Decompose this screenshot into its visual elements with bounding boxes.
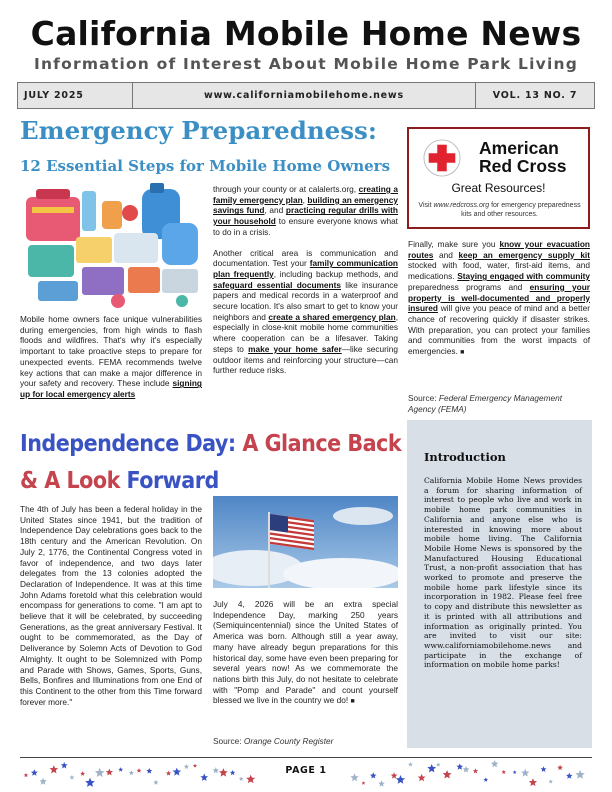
emergency-col2-text: , especially in close-knit mobile home communities where cooperation can be a lifesaver. Taking steps to: [213, 311, 398, 354]
american-flag-photo: [213, 496, 398, 588]
star-icon: [118, 767, 123, 772]
link-communication-plan[interactable]: family communication plan frequently: [213, 258, 398, 279]
emergency-col3-text: and: [439, 249, 453, 260]
independence-column-1: [20, 504, 202, 707]
emergency-source: [408, 393, 590, 415]
emergency-article-title: Emergency Preparedness:: [20, 116, 377, 145]
star-icon: [219, 768, 228, 776]
emergency-col2-text: —like securing outdoor items and reinforcing your structure—can further reduce risks.: [213, 343, 399, 376]
link-regular-drills[interactable]: practicing regular drills with your household: [213, 205, 398, 227]
emergency-col2-text: like insurance papers and medical records in a waterproof and secure location. It's also smart to get to know your neighbors and: [213, 279, 399, 322]
red-cross-name: [479, 139, 567, 175]
star-icon: [566, 773, 572, 779]
star-icon: [541, 766, 547, 772]
emergency-col3-text: stocked with food, water, first-aid items, and medications.: [408, 260, 590, 282]
star-icon: [24, 773, 29, 777]
link-family-plan[interactable]: creating a family emergency plan: [213, 184, 398, 205]
introduction-heading: Introduction: [424, 450, 506, 464]
red-cross-visit-text: [417, 201, 582, 219]
star-icon: [378, 780, 385, 786]
emergency-column-2: [213, 184, 398, 386]
star-icon: [549, 779, 553, 783]
page-number: PAGE 1: [272, 762, 340, 780]
title-part: & A Look: [20, 468, 120, 494]
link-supply-kit[interactable]: keep an emergency supply kit: [458, 249, 591, 260]
article-end-mark: ■: [350, 698, 355, 706]
emergency-column-1: [20, 314, 202, 400]
star-icon: [106, 769, 113, 776]
emergency-col2-text: through your county or at calalerts.org,: [213, 184, 357, 194]
independence-col2-text: July 4, 2026 will be an extra special Independence Day, marking 250 years (Semiquincentennial) since the United States of America was born. Although still a year away, many have already begun preparations for this historical day, some have even been preparing for several years now! As we commemorate the nations birth this July, do not hesitate to celebrate with "Pomp and Parade" and count yourself blessed we live in the country we do!: [213, 599, 398, 706]
star-icon: [70, 775, 75, 780]
red-cross-box: [407, 127, 590, 229]
independence-col1-text: The 4th of July has been a federal holiday in the United States since 1941, but the tradition of Independence Day celebrations goes back to the 18th century and the American Revolution. On July 2, 1776, the Continental Congress voted in favor of independence, and two days later delegates from the 13 colonies adopted the Declaration of Independence. It was at this time John Adams foretold what this celebration would encompass for generations to come. "I am apt to believe that it will be celebrated, by succeeding Generations, as the great anniversary Festival. It ought to be commemorated, as the Day of Deliverance by Solemn Acts of Devotion to God Almighty. It ought to be Solemnized with Pomp and Parade with Shows, Games, Sports, Guns, Bells, Bonfires and Illuminations from one End of this Continent to the other from this Time forward forever more.": [20, 504, 202, 707]
star-icon: [239, 776, 244, 780]
link-shared-emergency-plan[interactable]: create a shared emergency plan: [268, 311, 396, 322]
link-community-engagement[interactable]: Staying engaged with community: [457, 271, 590, 282]
star-icon: [39, 778, 46, 785]
star-icon: [502, 770, 506, 774]
star-icon: [408, 762, 413, 767]
issue-info-bar: [17, 82, 595, 109]
red-cross-icon: [423, 139, 461, 177]
link-home-safer[interactable]: make your home safer: [248, 343, 342, 354]
emergency-column-3: [408, 239, 590, 359]
star-icon: [391, 772, 398, 778]
emergency-col2-text: to ensure everyone knows what to do in a crisis.: [213, 216, 398, 237]
emergency-col2-text: Another critical area is communication and documentation. Test your: [213, 247, 398, 269]
title-part: Independence Day:: [20, 431, 236, 457]
star-icon: [350, 773, 358, 781]
star-icon: [137, 768, 142, 773]
independence-column-2: [213, 599, 398, 708]
red-cross-link[interactable]: www.redcross.org: [433, 202, 490, 209]
star-icon: [184, 764, 189, 769]
star-icon: [193, 764, 197, 768]
star-icon: [173, 768, 181, 776]
issue-date: JULY 2025: [18, 83, 133, 108]
visit-description: for emergency preparedness kits and other resources.: [461, 202, 581, 218]
source-label: Source:: [213, 736, 242, 746]
star-icon: [529, 778, 537, 786]
star-icon: [230, 770, 235, 775]
star-icon: [31, 769, 38, 776]
article-end-mark: ■: [460, 349, 465, 357]
red-cross-name-line2: Red Cross: [479, 156, 567, 176]
emergency-col2-text: , including backup methods, and: [273, 268, 398, 279]
star-icon: [456, 763, 463, 769]
star-icon: [521, 769, 529, 777]
link-evacuation-routes[interactable]: know your evacuation routes: [408, 239, 590, 260]
star-icon: [418, 774, 426, 781]
link-property-insured[interactable]: ensuring your property is well-documented and properly insured: [408, 281, 590, 314]
star-icon: [50, 765, 59, 773]
star-icon: [557, 765, 563, 770]
star-icon: [443, 770, 452, 778]
link-emergency-alerts[interactable]: signing up for local emergency alerts: [20, 378, 202, 399]
star-icon: [463, 766, 470, 772]
visit-label: Visit: [418, 202, 432, 209]
star-icon: [491, 760, 499, 767]
newsletter-title: California Mobile Home News: [30, 14, 582, 53]
star-icon: [246, 775, 255, 784]
text-separator: ,: [302, 194, 305, 205]
newsletter-subtitle: Information of Interest About Mobile Home Park Living: [33, 55, 578, 73]
title-part: A Glance Back: [242, 431, 402, 457]
link-safeguard-documents[interactable]: safeguard essential documents: [213, 279, 341, 290]
emergency-col1-text: Mobile home owners face unique vulnerabilities during emergencies, from high winds to flash floods and wildfires. That's why it's especially important to take proactive steps to prepare for unexpected events. FEMA recommends twelve key actions that can make a major difference in your safety and recovery. These include: [20, 314, 202, 389]
text-separator: , and: [264, 205, 284, 216]
star-icon: [483, 777, 488, 781]
source-name: Federal Emergency Management Agency (FEMA): [408, 393, 563, 414]
emergency-article-subtitle: 12 Essential Steps for Mobile Home Owners: [20, 157, 391, 175]
emergency-col3-text: preparedness programs and: [408, 281, 523, 292]
star-icon: [213, 767, 219, 773]
issue-volume: VOL. 13 NO. 7: [492, 90, 578, 101]
introduction-box: [407, 420, 592, 748]
great-resources-label: Great Resources!: [451, 181, 546, 195]
website-url[interactable]: www.californiamobilehome.news: [133, 83, 476, 108]
star-icon: [166, 771, 171, 776]
star-icon: [200, 774, 208, 781]
link-savings-fund[interactable]: building an emergency savings fund: [213, 194, 398, 216]
star-icon: [575, 770, 584, 779]
independence-article-title: [20, 426, 410, 500]
star-icon: [80, 771, 85, 776]
star-icon: [129, 770, 134, 775]
star-icon: [362, 781, 366, 785]
independence-source: [213, 736, 398, 747]
title-part: Forward: [126, 468, 219, 494]
star-icon: [370, 772, 376, 778]
star-icon: [396, 775, 405, 784]
star-icon: [153, 780, 158, 785]
star-icon: [436, 762, 440, 766]
star-icon: [61, 762, 68, 769]
star-icon: [513, 770, 517, 774]
emergency-col3-text: Finally, make sure you: [408, 239, 496, 249]
star-icon: [85, 778, 95, 787]
star-icon: [427, 764, 436, 772]
source-label: Source:: [408, 393, 437, 403]
emergency-supplies-illustration: [22, 183, 202, 311]
source-name: Orange County Register: [243, 736, 334, 746]
star-icon: [473, 768, 478, 773]
emergency-col3-text: will give you peace of mind and a better chance of recovering quickly if disaster strikes. With preparation, you can protect your families and communities from the worst impacts of emergencies.: [408, 303, 590, 357]
introduction-text: California Mobile Home News provides a forum for sharing information of interest to people who live and work in mobile home park communities in California and anyone else who is interested in knowing more about mobile home living. The California Mobile Home News is sponsored by the Manufactured Housing Educational Trust, a non-profit association that has worked to promote and preserve the mobile home park lifestyle since its incorporation in 1982. Please feel free to copy and distribute this newsletter as it is printed with all attributions and information as originally printed. You are invited to visit our site: www.californiamobilehome.news and participate in the exchange of information on mobile home parks!: [424, 476, 582, 670]
star-icon: [146, 768, 152, 774]
star-icon: [95, 768, 105, 777]
red-cross-name-line1: American: [479, 138, 559, 158]
